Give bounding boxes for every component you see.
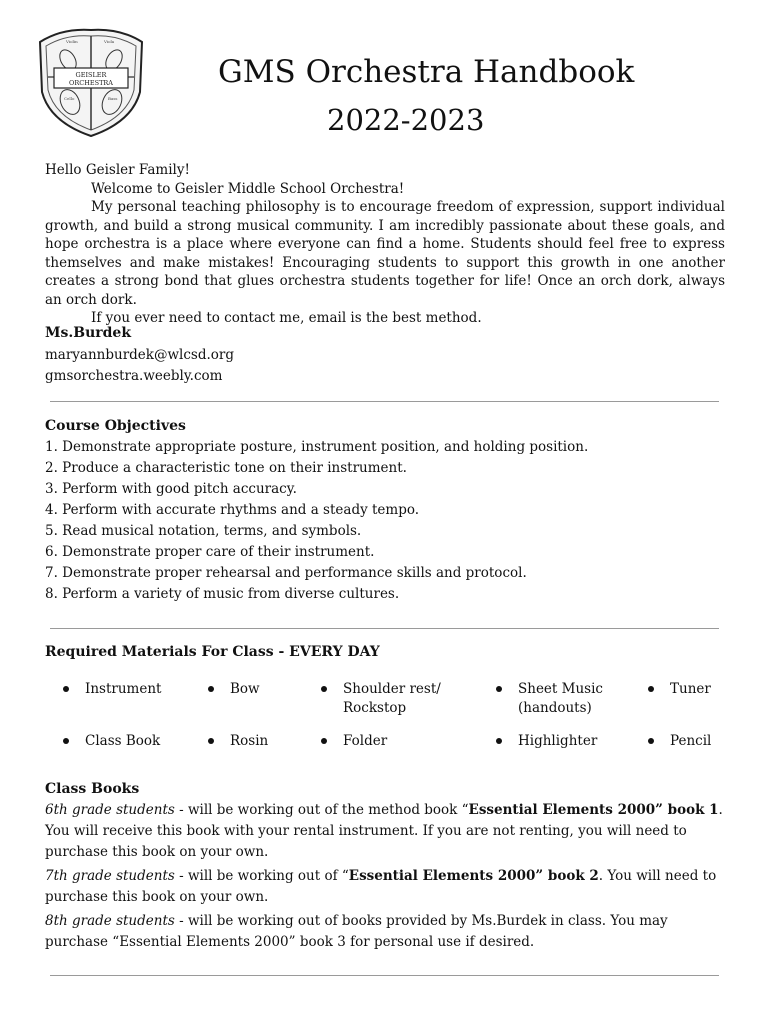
page-title: GMS Orchestra Handbook bbox=[218, 54, 635, 90]
school-crest bbox=[32, 22, 150, 140]
objective-item: 5. Read musical notation, terms, and symbols. bbox=[45, 523, 362, 539]
objective-item: 6. Demonstrate proper care of their instrument. bbox=[45, 544, 375, 560]
material-item: Shoulder rest/ bbox=[343, 681, 441, 697]
bullet-icon bbox=[208, 686, 214, 692]
school-year: 2022-2023 bbox=[327, 103, 485, 137]
material-item: Rockstop bbox=[343, 700, 407, 716]
objectives-heading: Course Objectives bbox=[45, 418, 186, 434]
grade6-book-title: Essential Elements 2000” book 1 bbox=[468, 802, 719, 818]
grade8-books bbox=[45, 911, 725, 953]
crest-label-cello: Cello bbox=[64, 96, 75, 101]
material-item: Highlighter bbox=[518, 733, 598, 749]
objective-item: 4. Perform with accurate rhythms and a steady tempo. bbox=[45, 502, 420, 518]
crest-label-viola: Viola bbox=[104, 39, 115, 44]
class-website[interactable]: gmsorchestra.weebly.com bbox=[45, 368, 223, 384]
teacher-email[interactable]: maryannburdek@wlcsd.org bbox=[45, 346, 234, 363]
bullet-icon bbox=[208, 738, 214, 744]
material-item: Rosin bbox=[230, 733, 269, 749]
material-item: Instrument bbox=[85, 681, 162, 697]
greeting: Hello Geisler Family! bbox=[45, 162, 190, 178]
required-materials bbox=[45, 643, 725, 662]
course-objectives bbox=[45, 416, 725, 605]
material-item: Bow bbox=[230, 681, 260, 697]
welcome-line: Welcome to Geisler Middle School Orchestra! bbox=[91, 180, 405, 197]
bullet-icon bbox=[496, 686, 502, 692]
bullet-icon bbox=[648, 686, 654, 692]
crest-banner-line2: ORCHESTRA bbox=[69, 79, 113, 87]
bullet-icon bbox=[63, 686, 69, 692]
grade7-text-a: - will be working out of “ bbox=[174, 868, 349, 884]
material-item: (handouts) bbox=[518, 700, 592, 716]
bullet-icon bbox=[321, 686, 327, 692]
contact-note: If you ever need to contact me, email is the best method. bbox=[91, 310, 482, 326]
material-item: Folder bbox=[343, 733, 388, 749]
objective-item: 3. Perform with good pitch accuracy. bbox=[45, 481, 297, 497]
books-heading: Class Books bbox=[45, 781, 140, 797]
crest-label-violin: Violin bbox=[66, 39, 78, 44]
material-item: Sheet Music bbox=[518, 681, 603, 697]
objective-item: 2. Produce a characteristic tone on their instrument. bbox=[45, 460, 407, 476]
grade7-text-b: . You will need to purchase this book on your own. bbox=[45, 868, 717, 905]
crest-label-bass: Bass bbox=[108, 96, 118, 101]
materials-heading: Required Materials For Class - EVERY DAY bbox=[45, 644, 380, 660]
grade8-label: 8th grade students bbox=[45, 913, 175, 929]
grade7-label: 7th grade students bbox=[45, 868, 175, 884]
bullet-icon bbox=[63, 738, 69, 744]
teacher-contact bbox=[45, 323, 725, 388]
crest-banner-line1: GEISLER bbox=[75, 71, 107, 79]
material-item: Pencil bbox=[670, 733, 712, 749]
bullet-icon bbox=[648, 738, 654, 744]
welcome-letter bbox=[45, 161, 725, 328]
bullet-icon bbox=[321, 738, 327, 744]
objective-item: 8. Perform a variety of music from diverse cultures. bbox=[45, 586, 400, 602]
objective-item: 1. Demonstrate appropriate posture, instrument position, and holding position. bbox=[45, 439, 589, 455]
grade6-books bbox=[45, 800, 725, 863]
divider bbox=[50, 975, 719, 976]
class-books bbox=[45, 779, 725, 956]
divider bbox=[50, 628, 719, 629]
objective-item: 7. Demonstrate proper rehearsal and performance skills and protocol. bbox=[45, 565, 527, 581]
grade6-label: 6th grade students bbox=[45, 802, 175, 818]
material-item: Tuner bbox=[670, 681, 711, 697]
grade7-books bbox=[45, 866, 725, 908]
teacher-name: Ms.Burdek bbox=[45, 325, 132, 341]
grade7-book-title: Essential Elements 2000” book 2 bbox=[348, 868, 599, 884]
grade8-text-a: - will be working out of books provided by Ms.Burdek in class. You may purchase “Essential Elements 2000” book 3 for personal use if desired. bbox=[45, 913, 668, 950]
bullet-icon bbox=[496, 738, 502, 744]
material-item: Class Book bbox=[85, 733, 161, 749]
divider bbox=[50, 401, 719, 402]
grade6-text-b: . You will receive this book with your rental instrument. If you are not renting, you will need to purchase this book on your own. bbox=[45, 802, 723, 860]
philosophy-paragraph: My personal teaching philosophy is to encourage freedom of expression, support individual growth, and build a strong musical community. I am incredibly passionate about these goals, and hope orchestra is a place where everyone can find a home. Students should feel free to express themselves and make mistakes! Encouraging students to support this growth in one another creates a strong bond that glues orchestra students together for life! Once an orch dork, always an orch dork. bbox=[45, 199, 725, 308]
grade6-text-a: - will be working out of the method book “ bbox=[174, 802, 469, 818]
